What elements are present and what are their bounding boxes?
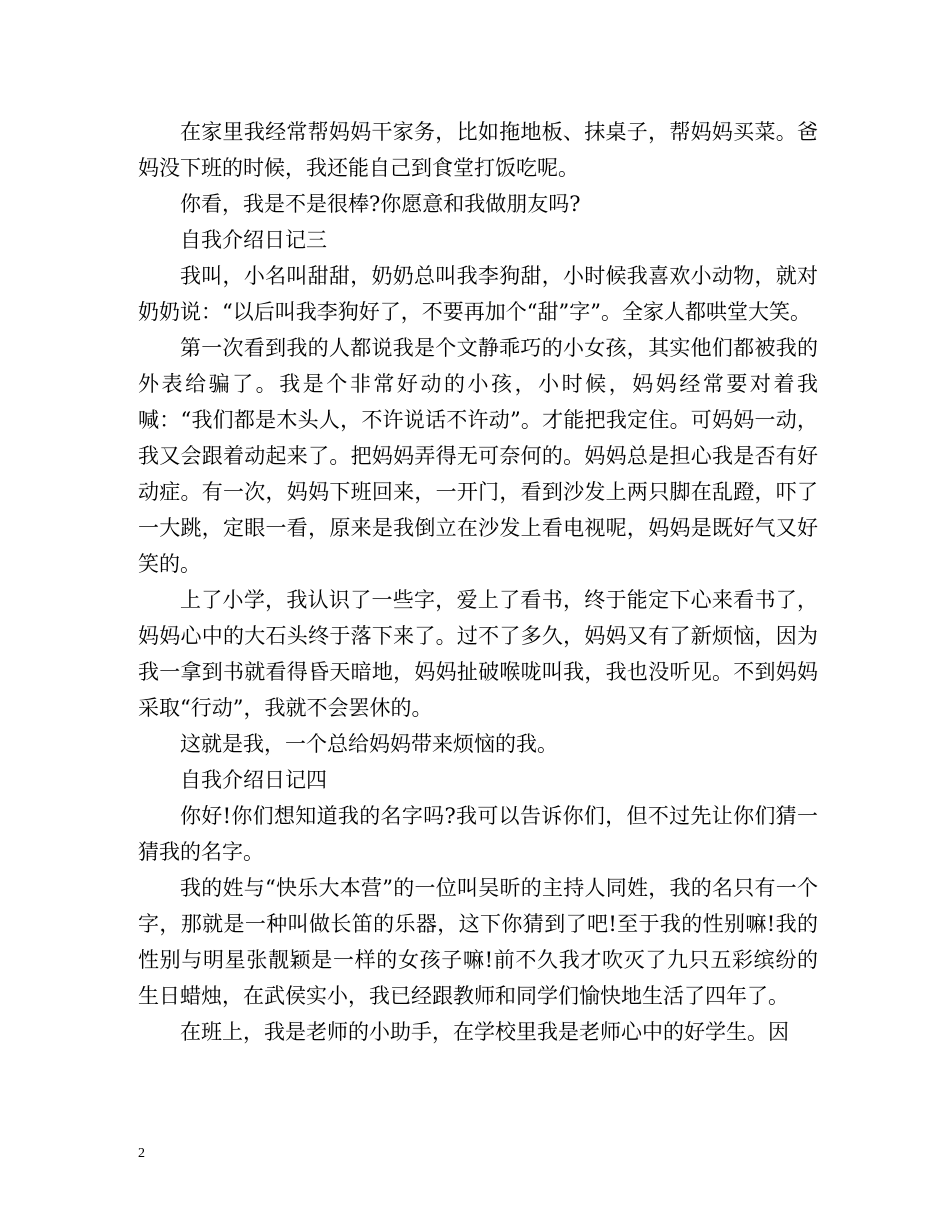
paragraph: 你好!你们想知道我的名字吗?我可以告诉你们，但不过先让你们猜一猜我的名字。 xyxy=(138,804,818,864)
paragraph: 我的姓与“快乐大本营”的一位叫吴昕的主持人同姓，我的名只有一个字，那就是一种叫做长笛的乐器，这下你猜到了吧!至于我的性别嘛!我的性别与明星张靓颖是一样的女孩子嘛!前不久我才吹灭了九只五彩缤纷的生日蜡烛，在武侯实小，我已经跟教师和同学们愉快地生活了四年了。 xyxy=(138,876,818,1008)
paragraph: 上了小学，我认识了一些字，爱上了看书，终于能定下心来看书了，妈妈心中的大石头终于落下来了。过不了多久，妈妈又有了新烦恼，因为我一拿到书就看得昏天暗地，妈妈扯破喉咙叫我，我也没听见。不到妈妈采取“行动”，我就不会罢休的。 xyxy=(138,588,818,720)
section-heading: 自我介绍日记三 xyxy=(180,228,327,252)
paragraph: 你看，我是不是很棒?你愿意和我做朋友吗? xyxy=(180,192,581,216)
paragraph: 在班上，我是老师的小助手，在学校里我是老师心中的好学生。因 xyxy=(180,1020,789,1044)
page-number: 2 xyxy=(138,1146,145,1161)
paragraph: 这就是我，一个总给妈妈带来烦恼的我。 xyxy=(180,732,558,756)
document-body xyxy=(138,114,818,1050)
section-heading: 自我介绍日记四 xyxy=(180,768,327,792)
paragraph: 第一次看到我的人都说我是个文静乖巧的小女孩，其实他们都被我的外表给骗了。我是个非常好动的小孩，小时候，妈妈经常要对着我喊：“我们都是木头人，不许说话不许动”。才能把我定住。可妈妈一动，我又会跟着动起来了。把妈妈弄得无可奈何的。妈妈总是担心我是否有好动症。有一次，妈妈下班回来，一开门，看到沙发上两只脚在乱蹬，吓了一大跳，定眼一看，原来是我倒立在沙发上看电视呢，妈妈是既好气又好笑的。 xyxy=(138,336,818,576)
paragraph: 在家里我经常帮妈妈干家务，比如拖地板、抹桌子，帮妈妈买菜。爸妈没下班的时候，我还能自己到食堂打饭吃呢。 xyxy=(138,120,818,180)
paragraph: 我叫，小名叫甜甜，奶奶总叫我李狗甜，小时候我喜欢小动物，就对奶奶说：“以后叫我李狗好了，不要再加个“甜”字”。全家人都哄堂大笑。 xyxy=(138,264,818,324)
